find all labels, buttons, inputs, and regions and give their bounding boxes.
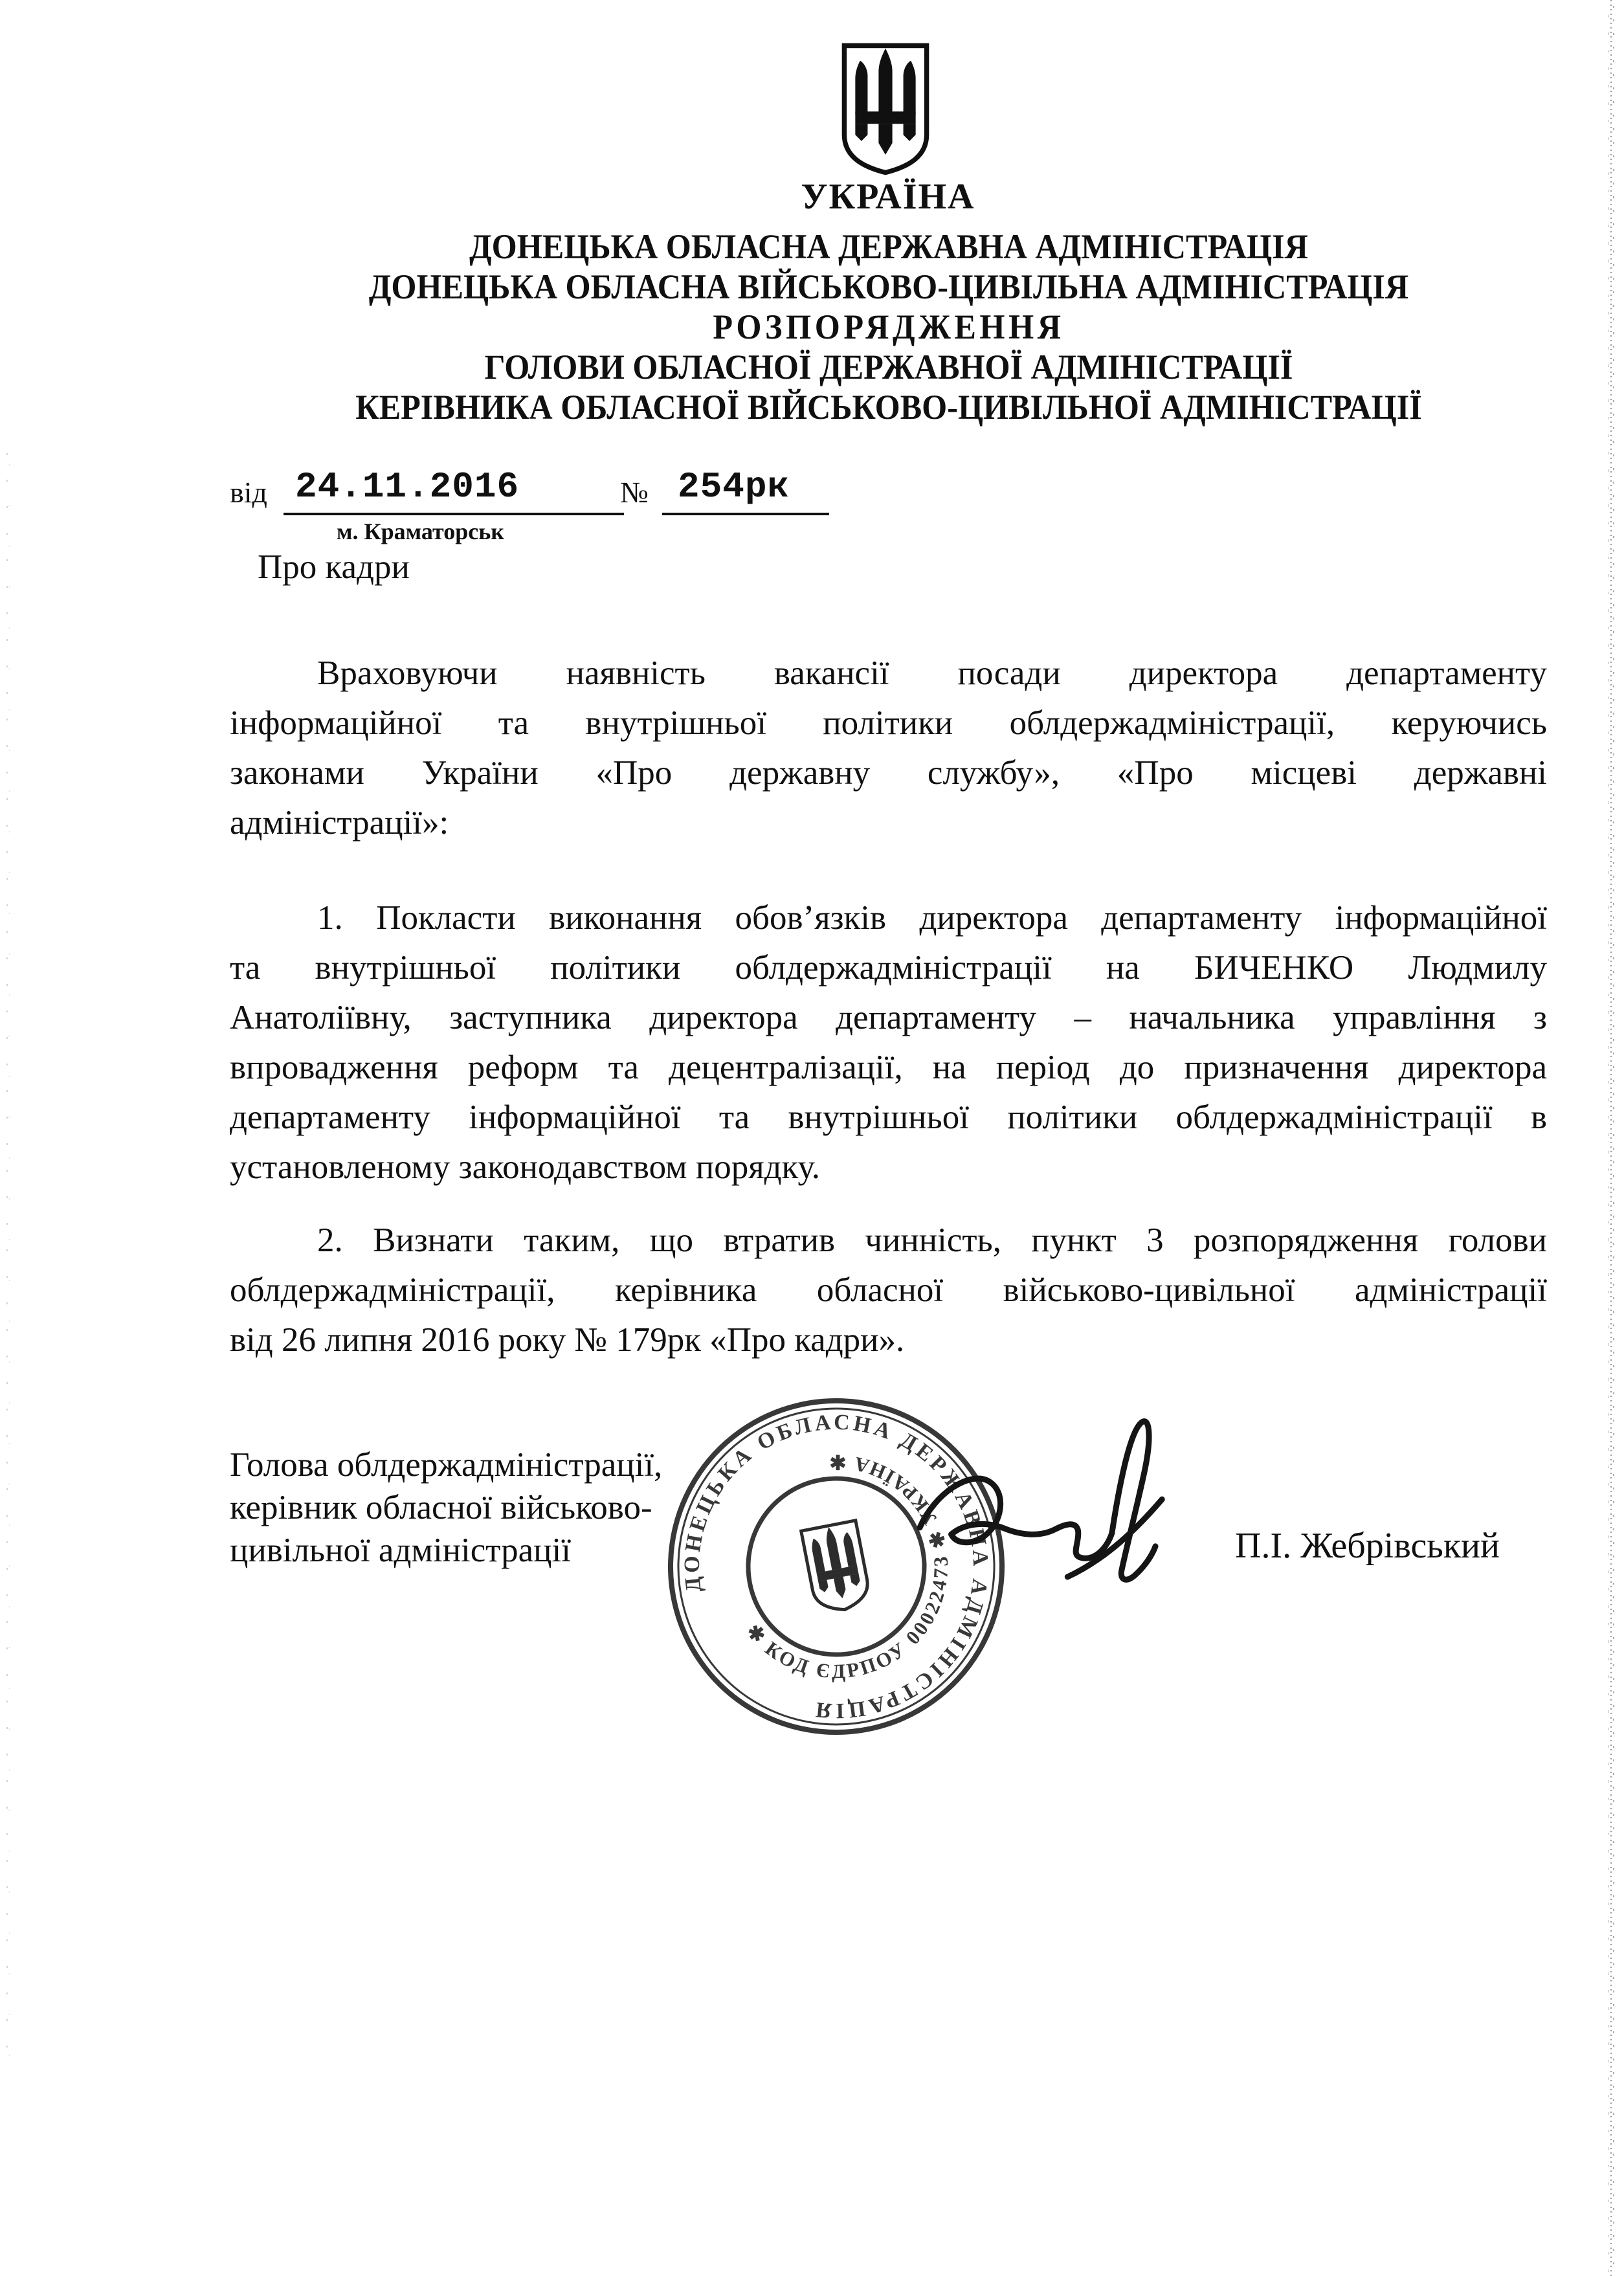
paragraph-item-2 xyxy=(230,1216,1547,1365)
letterhead xyxy=(153,227,1624,427)
paragraph-line: законами України «Про державну службу», «Про місцеві державні xyxy=(230,754,1547,792)
signatory-position-line: керівник обласної військово- xyxy=(230,1489,652,1526)
paragraph-line: облдержадміністрації, керівника обласної військово-цивільної адміністрації xyxy=(230,1271,1547,1309)
scan-noise-left-edge xyxy=(5,453,12,2071)
national-emblem-icon xyxy=(836,40,935,177)
paragraph-line: Анатоліївну, заступника директора департаменту – начальника управління з xyxy=(230,999,1547,1036)
seal-tryzub-icon xyxy=(801,1521,872,1615)
country-label: УКРАЇНА xyxy=(801,177,975,217)
paragraph-line: 1. Покласти виконання обов’язків директора департаменту інформаційної xyxy=(317,899,1547,937)
paragraph-line: 2. Визнати таким, що втратив чинність, пункт 3 розпорядження голови xyxy=(317,1222,1547,1259)
letterhead-line-5: КЕРІВНИКА ОБЛАСНОЇ ВІЙСЬКОВО-ЦИВІЛЬНОЇ АДМІНІСТРАЦІЇ xyxy=(355,388,1422,427)
letterhead-line-3: РОЗПОРЯДЖЕННЯ xyxy=(713,307,1065,346)
seal-outer-text: ДОНЕЦЬКА ОБЛАСНА ДЕРЖАВНА АДМІНІСТРАЦІЯ xyxy=(680,1410,993,1723)
signatory-name: П.І. Жебрівський xyxy=(1235,1526,1500,1566)
paragraph-line: впровадження реформ та децентралізації, на період до призначення директора xyxy=(230,1049,1547,1086)
signatory-position-line: Голова облдержадміністрації, xyxy=(230,1446,663,1484)
scan-noise-right-edge xyxy=(1605,0,1618,2276)
paragraph-line: інформаційної та внутрішньої політики облдержадміністрації, керуючись xyxy=(230,704,1547,742)
paragraph-line: установленому законодавством порядку. xyxy=(230,1148,820,1186)
issue-row xyxy=(230,463,942,548)
paragraph-line: та внутрішньої політики облдержадміністрації на БИЧЕНКО Людмилу xyxy=(230,949,1547,987)
paragraph-line: Враховуючи наявність вакансії посади директора департаменту xyxy=(317,654,1547,692)
seal-inner-text: ✱ КОД ЄДРПОУ 00022473 ✱ УКРАЇНА ✱ xyxy=(742,1450,953,1683)
paragraph-line: адміністрації»: xyxy=(230,804,449,842)
paragraph-line: від 26 липня 2016 року № 179рк «Про кадри». xyxy=(230,1321,905,1359)
letterhead-line-2: ДОНЕЦЬКА ОБЛАСНА ВІЙСЬКОВО-ЦИВІЛЬНА АДМІНІСТРАЦІЯ xyxy=(368,267,1409,306)
paragraph-intro xyxy=(230,649,1547,848)
handwritten-signature xyxy=(905,1398,1177,1625)
paragraph-line: департаменту інформаційної та внутрішньої політики облдержадміністрації в xyxy=(230,1099,1547,1136)
number-label: № xyxy=(620,476,649,509)
date-value: 24.11.2016 xyxy=(284,466,624,515)
letterhead-line-1: ДОНЕЦЬКА ОБЛАСНА ДЕРЖАВНА АДМІНІСТРАЦІЯ xyxy=(469,227,1308,266)
number-value: 254рк xyxy=(662,466,829,515)
paragraph-item-1 xyxy=(230,893,1547,1192)
subject-line: Про кадри xyxy=(258,548,410,586)
issue-city: м. Краматорськ xyxy=(337,519,504,544)
letterhead-line-4: ГОЛОВИ ОБЛАСНОЇ ДЕРЖАВНОЇ АДМІНІСТРАЦІЇ xyxy=(484,348,1293,386)
date-label: від xyxy=(230,476,267,509)
signatory-position-line: цивільної адміністрації xyxy=(230,1532,571,1569)
